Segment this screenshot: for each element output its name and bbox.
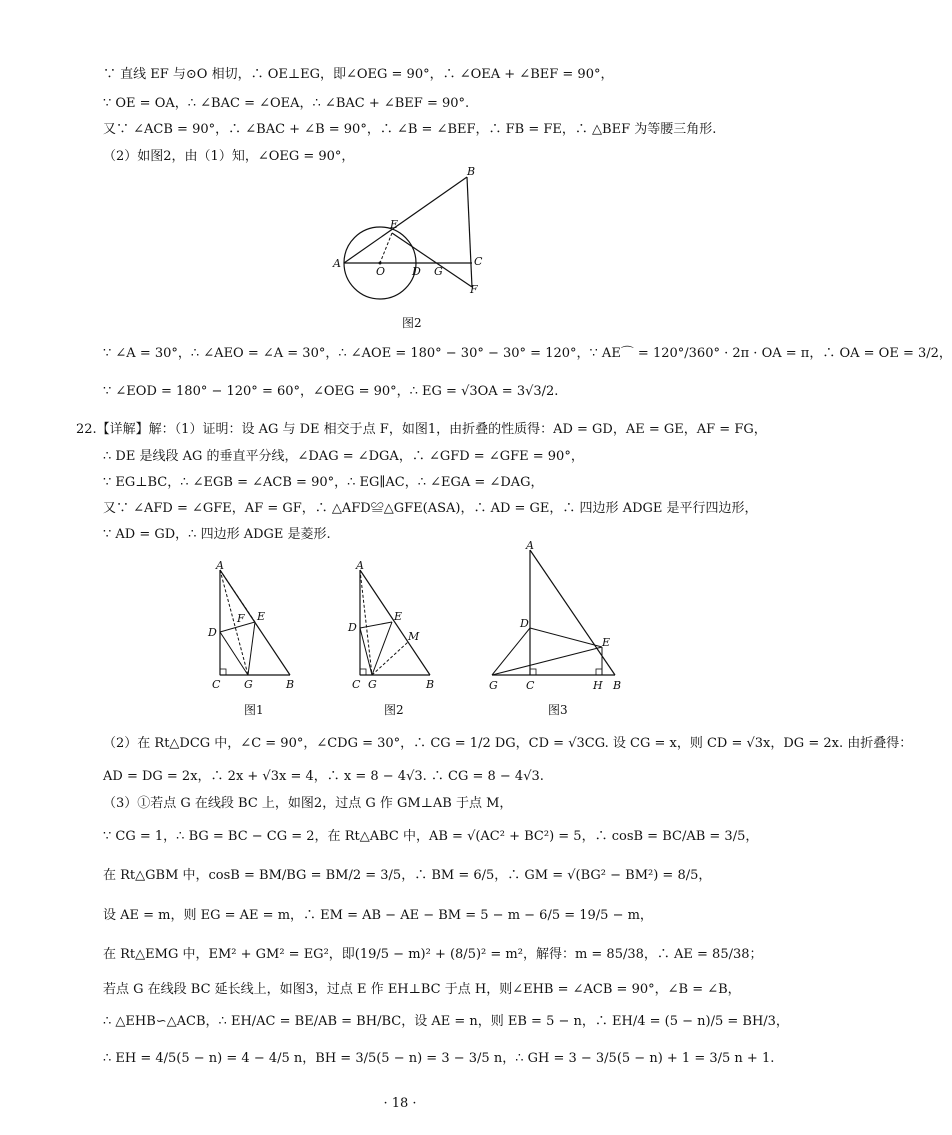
label-G: G	[244, 678, 253, 691]
label-F: F	[237, 612, 245, 625]
line-10: 又∵ ∠AFD = ∠GFE，AF = GF，∴ △AFD≌△GFE(ASA)，∴ AD = GE，∴ 四边形 ADGE 是平行四边形，	[103, 501, 758, 516]
label-G: G	[368, 678, 377, 691]
page-number: · 18 ·	[383, 1096, 417, 1111]
label-B: B	[286, 678, 295, 691]
label-B: B	[467, 165, 476, 178]
figure-2-caption: 图2	[384, 703, 404, 717]
label-C: C	[474, 255, 483, 268]
line-19: 若点 G 在线段 BC 延长线上，如图3，过点 E 作 EH⊥BC 于点 H，则∠EHB = ∠ACB = 90°，∠B = ∠B，	[103, 982, 741, 997]
label-G: G	[434, 265, 443, 278]
label-A: A	[526, 539, 534, 552]
line-3: 又∵ ∠ACB = 90°，∴ ∠BAC + ∠B = 90°，∴ ∠B = ∠BEF，∴ FB = FE，∴ △BEF 为等腰三角形.	[103, 122, 717, 137]
label-D: D	[412, 265, 421, 278]
line-6: ∵ ∠EOD = 180° − 120° = 60°，∠OEG = 90°，∴ EG = √3OA = 3√3/2.	[103, 384, 559, 399]
line-8: ∴ DE 是线段 AG 的垂直平分线，∠DAG = ∠DGA，∴ ∠GFD = ∠GFE = 90°，	[103, 449, 584, 464]
line-4: （2）如图2，由（1）知，∠OEG = 90°，	[103, 149, 355, 164]
label-G: G	[489, 679, 498, 692]
label-F: F	[470, 283, 478, 296]
label-A: A	[356, 559, 364, 572]
figure-2	[340, 560, 440, 695]
line-9: ∵ EG⊥BC，∴ ∠EGB = ∠ACB = 90°，∴ EG∥AC，∴ ∠EGA = ∠DAG，	[103, 475, 544, 490]
line-11: ∵ AD = GD，∴ 四边形 ADGE 是菱形.	[103, 527, 331, 542]
figure-3-caption: 图3	[548, 703, 568, 717]
label-D: D	[520, 617, 529, 630]
figure-3	[480, 540, 630, 695]
line-13: AD = DG = 2x，∴ 2x + √3x = 4，∴ x = 8 − 4√3. ∴ CG = 8 − 4√3.	[103, 769, 544, 784]
label-E: E	[257, 610, 266, 623]
label-H: H	[593, 679, 603, 692]
label-B: B	[613, 679, 622, 692]
line-16: 在 Rt△GBM 中，cosB = BM/BG = BM/2 = 3/5，∴ BM = 6/5，∴ GM = √(BG² − BM²) = 8/5，	[103, 868, 712, 883]
label-E: E	[390, 218, 399, 231]
label-C: C	[526, 679, 535, 692]
label-D: D	[208, 626, 217, 639]
figure-circle-tangent	[330, 165, 500, 335]
line-2: ∵ OE = OA，∴ ∠BAC = ∠OEA，∴ ∠BAC + ∠BEF = 90°.	[103, 96, 470, 111]
line-7: 22.【详解】解：（1）证明：设 AG 与 DE 相交于点 F，如图1，由折叠的性质得：AD = GD，AE = GE，AF = FG，	[76, 422, 767, 437]
line-14: （3）①若点 G 在线段 BC 上，如图2，过点 G 作 GM⊥AB 于点 M，	[103, 796, 513, 811]
label-M: M	[408, 630, 420, 643]
label-C: C	[352, 678, 361, 691]
label-E: E	[602, 636, 611, 649]
label-A: A	[216, 559, 224, 572]
line-17: 设 AE = m，则 EG = AE = m，∴ EM = AB − AE − BM = 5 − m − 6/5 = 19/5 − m，	[103, 908, 653, 923]
line-20: ∴ △EHB∽△ACB，∴ EH/AC = BE/AB = BH/BC，设 AE = n，则 EB = 5 − n，∴ EH/4 = (5 − n)/5 = BH/3，	[103, 1014, 789, 1029]
figure-1-caption: 图1	[244, 703, 264, 717]
line-15: ∵ CG = 1，∴ BG = BC − CG = 2，在 Rt△ABC 中，AB = √(AC² + BC²) = 5，∴ cosB = BC/AB = 3/5，	[103, 829, 759, 844]
label-D: D	[348, 621, 357, 634]
line-12: （2）在 Rt△DCG 中，∠C = 90°，∠CDG = 30°，∴ CG = 1/2 DG，CD = √3CG. 设 CG = x，则 CD = √3x，DG = 2x. 由折叠得：	[103, 736, 913, 751]
label-B: B	[426, 678, 435, 691]
figure-1	[200, 560, 300, 695]
line-18: 在 Rt△EMG 中，EM² + GM² = EG²，即(19/5 − m)² + (8/5)² = m²，解得：m = 85/38，∴ AE = 85/38；	[103, 947, 763, 962]
line-21: ∴ EH = 4/5(5 − n) = 4 − 4/5 n，BH = 3/5(5 − n) = 3 − 3/5 n，∴ GH = 3 − 3/5(5 − n) + 1 = 3/5 n + 1.	[103, 1051, 775, 1066]
label-A: A	[333, 257, 341, 270]
label-O: O	[376, 265, 386, 278]
line-5: ∵ ∠A = 30°，∴ ∠AEO = ∠A = 30°，∴ ∠AOE = 180° − 30° − 30° = 120°，∵ AE⌒ = 120°/360° · 2π · OA = π，∴ OA = OE = 3/2，	[103, 346, 952, 361]
line-1: ∵ 直线 EF 与⊙O 相切，∴ OE⊥EG，即∠OEG = 90°，∴ ∠OEA + ∠BEF = 90°，	[103, 67, 614, 82]
label-C: C	[212, 678, 221, 691]
figure-caption-top: 图2	[402, 316, 422, 330]
label-E: E	[394, 610, 403, 623]
